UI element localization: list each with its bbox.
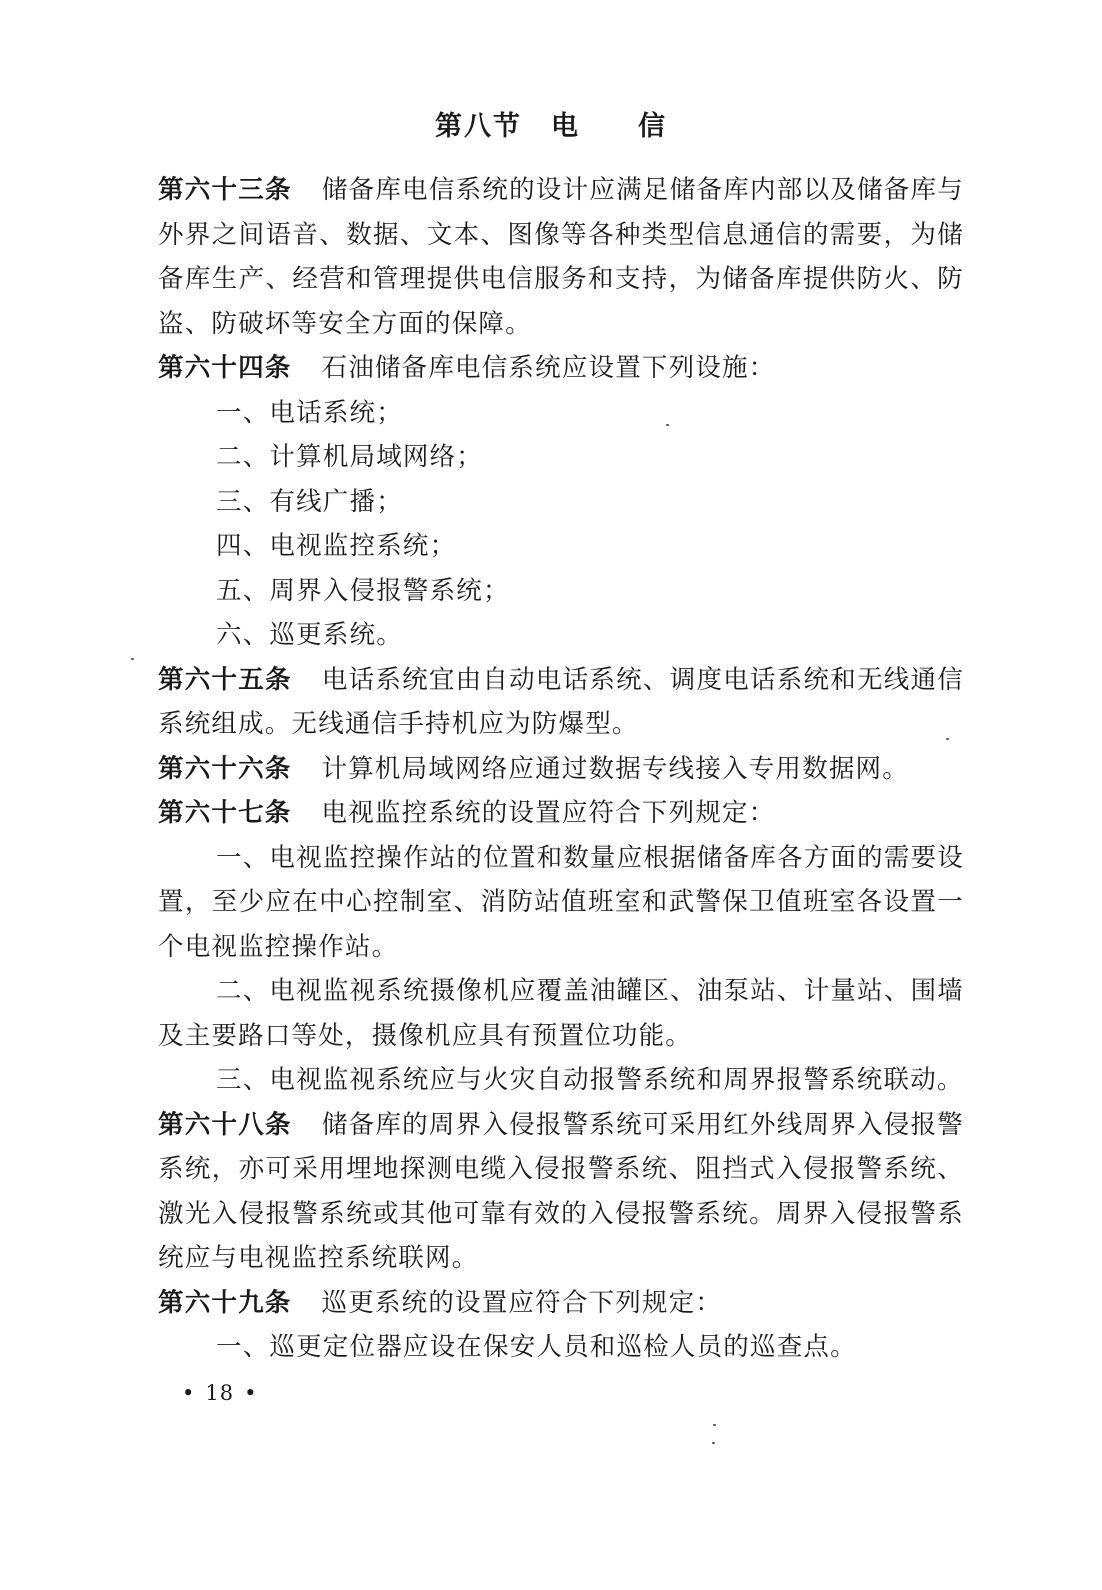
article-text: 电话系统宜由自动电话系统、调度电话系统和无线通信系统组成。无线通信手持机应为防爆型。 bbox=[158, 664, 964, 739]
list-item: 二、计算机局域网络； bbox=[216, 442, 484, 472]
article-number: 第六十九条 bbox=[158, 1287, 292, 1318]
list-item: 四、电视监控系统； bbox=[216, 531, 457, 561]
article-number: 第六十三条 bbox=[158, 175, 292, 205]
clause-item: 二、电视监视系统摄像机应覆盖油罐区、油泵站、计量站、围墙及主要路口等处，摄像机应具有预置位功能。 bbox=[158, 976, 964, 1051]
bullet-dot-icon: • bbox=[182, 1381, 196, 1405]
article-number: 第六十五条 bbox=[158, 664, 292, 695]
article-text: 储备库的周界入侵报警系统可采用红外线周界入侵报警系统，亦可采用埋地探测电缆入侵报警系统、阻挡式入侵报警系统、激光入侵报警系统或其他可靠有效的入侵报警系统。周界入侵报警系统应与电视监控系统联网。 bbox=[158, 1109, 964, 1273]
list-item: 五、周界入侵报警系统； bbox=[216, 575, 510, 606]
article-number: 第六十四条 bbox=[158, 353, 292, 383]
list-item: 六、巡更系统。 bbox=[216, 620, 403, 650]
scan-speck bbox=[713, 1424, 716, 1426]
scan-speck bbox=[666, 424, 669, 426]
page-number bbox=[172, 1381, 268, 1405]
article-64 bbox=[158, 346, 964, 391]
article-65 bbox=[158, 658, 964, 747]
clause-item: 一、巡更定位器应设在保安人员和巡检人员的巡查点。 bbox=[216, 1332, 857, 1362]
scan-speck bbox=[712, 1442, 715, 1444]
section-title: 第八节 电 信 bbox=[435, 111, 667, 142]
article-text: 储备库电信系统的设计应满足储备库内部以及储备库与外界之间语音、数据、文本、图像等各种类型信息通信的需要，为储备库生产、经营和管理提供电信服务和支持，为储备库提供防火、防盗、防破坏等安全方面的保障。 bbox=[158, 175, 964, 339]
article-text: 电视监控系统的设置应符合下列规定： bbox=[321, 798, 776, 828]
clause-item: 三、电视监视系统应与火灾自动报警系统和周界报警系统联动。 bbox=[216, 1065, 964, 1095]
scan-speck bbox=[946, 738, 949, 740]
article-number: 第六十七条 bbox=[158, 798, 292, 828]
article-67 bbox=[158, 791, 964, 836]
article-63 bbox=[158, 168, 964, 346]
scan-speck bbox=[131, 658, 134, 660]
article-69 bbox=[158, 1281, 964, 1326]
article-text: 石油储备库电信系统应设置下列设施： bbox=[321, 353, 776, 383]
list-item: 三、有线广播； bbox=[216, 486, 403, 517]
bullet-dot-icon: • bbox=[244, 1381, 258, 1405]
page-number-value: 18 bbox=[205, 1381, 235, 1405]
article-text: 巡更系统的设置应符合下列规定： bbox=[321, 1287, 723, 1318]
article-text: 计算机局域网络应通过数据专线接入专用数据网。 bbox=[321, 753, 909, 784]
article-68 bbox=[158, 1103, 964, 1281]
article-content bbox=[158, 168, 964, 1370]
list-item: 一、电话系统； bbox=[216, 397, 403, 428]
article-66 bbox=[158, 747, 964, 792]
clause-item: 一、电视监控操作站的位置和数量应根据储备库各方面的需要设置，至少应在中心控制室、消防站值班室和武警保卫值班室各设置一个电视监控操作站。 bbox=[158, 842, 964, 962]
article-number: 第六十八条 bbox=[158, 1109, 292, 1140]
article-number: 第六十六条 bbox=[158, 753, 292, 784]
